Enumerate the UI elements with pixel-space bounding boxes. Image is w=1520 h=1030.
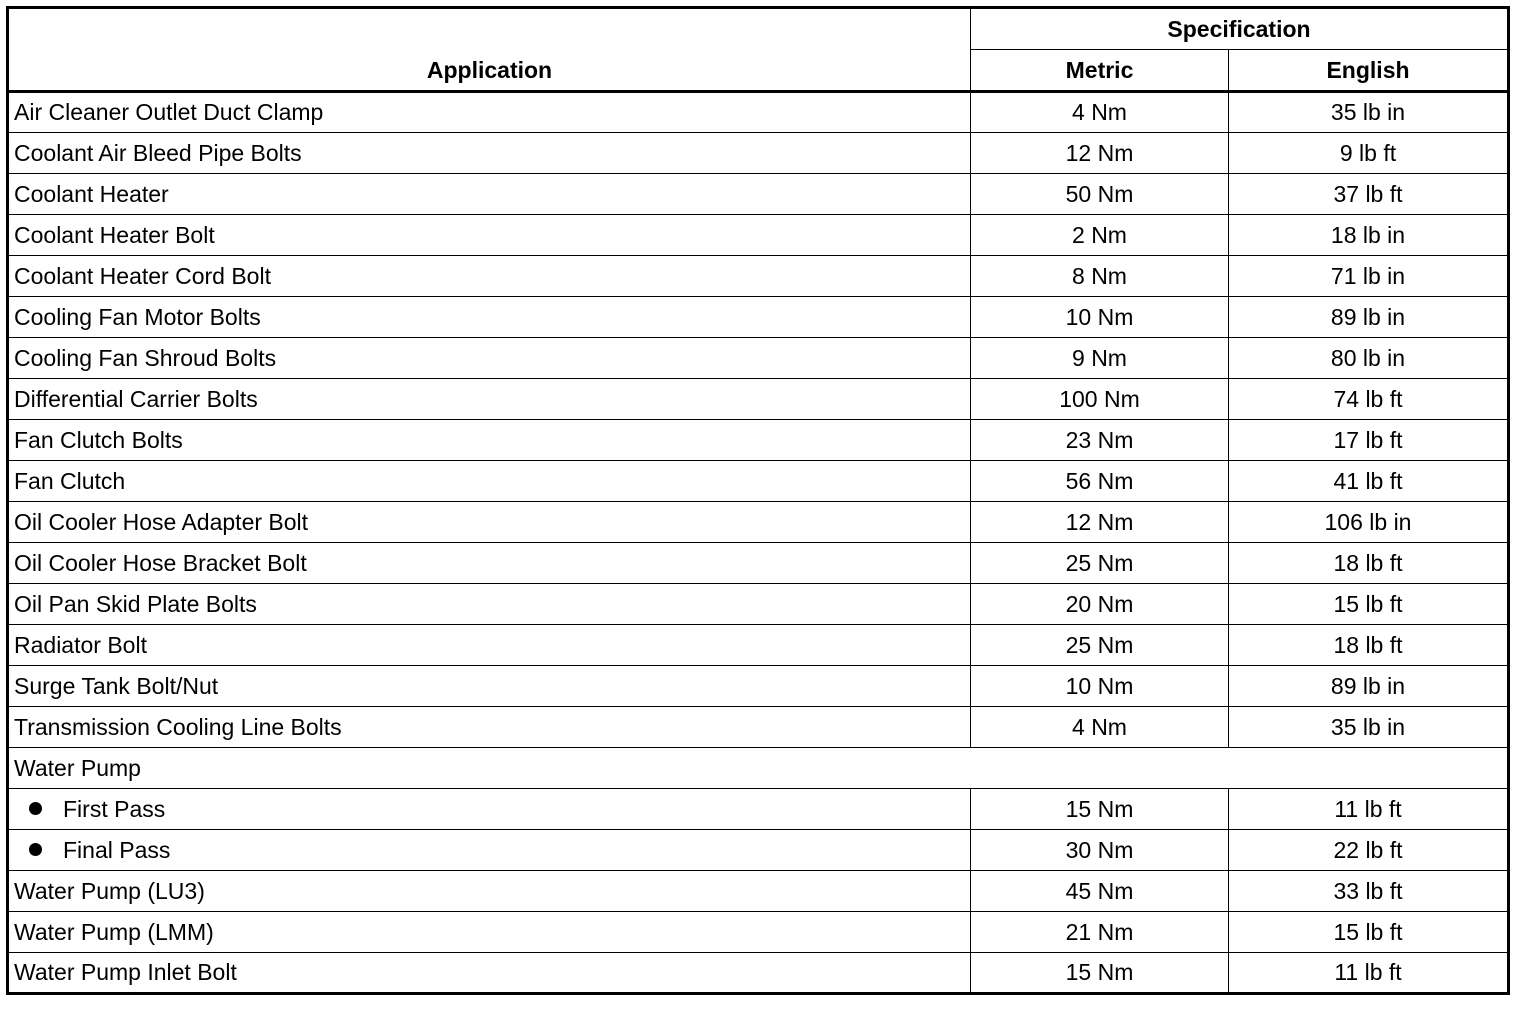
metric-cell: 15 Nm bbox=[971, 789, 1229, 830]
bullet-icon bbox=[29, 802, 42, 815]
table-row bbox=[8, 461, 1509, 502]
final-pass-label: Final Pass bbox=[63, 836, 171, 863]
table-row bbox=[8, 256, 1509, 297]
metric-cell: 100 Nm bbox=[971, 379, 1229, 420]
english-cell: 18 lb ft bbox=[1229, 625, 1509, 666]
specification-header: Specification bbox=[971, 8, 1509, 50]
metric-cell: 10 Nm bbox=[971, 666, 1229, 707]
metric-cell: 23 Nm bbox=[971, 420, 1229, 461]
table-row bbox=[8, 215, 1509, 256]
metric-cell: 15 Nm bbox=[971, 953, 1229, 994]
metric-cell: 56 Nm bbox=[971, 461, 1229, 502]
metric-cell: 50 Nm bbox=[971, 174, 1229, 215]
application-cell: Oil Cooler Hose Bracket Bolt bbox=[8, 543, 971, 584]
application-cell: Coolant Heater bbox=[8, 174, 971, 215]
metric-cell: 30 Nm bbox=[971, 830, 1229, 871]
application-cell: Coolant Heater Cord Bolt bbox=[8, 256, 971, 297]
english-cell: 17 lb ft bbox=[1229, 420, 1509, 461]
table-row bbox=[8, 92, 1509, 133]
english-cell: 89 lb in bbox=[1229, 297, 1509, 338]
english-cell: 41 lb ft bbox=[1229, 461, 1509, 502]
application-cell: Coolant Air Bleed Pipe Bolts bbox=[8, 133, 971, 174]
english-cell: 74 lb ft bbox=[1229, 379, 1509, 420]
application-header: Application bbox=[8, 8, 971, 92]
metric-cell: 45 Nm bbox=[971, 871, 1229, 912]
water-pump-final-pass-row bbox=[8, 830, 1509, 871]
table-row bbox=[8, 420, 1509, 461]
application-cell: Fan Clutch bbox=[8, 461, 971, 502]
table-row bbox=[8, 338, 1509, 379]
metric-cell: 4 Nm bbox=[971, 92, 1229, 133]
metric-cell: 9 Nm bbox=[971, 338, 1229, 379]
application-cell: Transmission Cooling Line Bolts bbox=[8, 707, 971, 748]
application-cell: Air Cleaner Outlet Duct Clamp bbox=[8, 92, 971, 133]
english-cell: 15 lb ft bbox=[1229, 912, 1509, 953]
english-header: English bbox=[1229, 50, 1509, 92]
english-cell: 11 lb ft bbox=[1229, 953, 1509, 994]
application-cell: Fan Clutch Bolts bbox=[8, 420, 971, 461]
metric-cell: 25 Nm bbox=[971, 543, 1229, 584]
application-cell: Oil Cooler Hose Adapter Bolt bbox=[8, 502, 971, 543]
application-cell: Coolant Heater Bolt bbox=[8, 215, 971, 256]
table-row bbox=[8, 297, 1509, 338]
table-row bbox=[8, 871, 1509, 912]
water-pump-group-row bbox=[8, 748, 1509, 789]
english-cell: 9 lb ft bbox=[1229, 133, 1509, 174]
application-cell: Water Pump (LMM) bbox=[8, 912, 971, 953]
water-pump-group-label: Water Pump bbox=[8, 748, 1509, 789]
water-pump-first-pass-row bbox=[8, 789, 1509, 830]
english-cell: 35 lb in bbox=[1229, 92, 1509, 133]
application-cell: Water Pump Inlet Bolt bbox=[8, 953, 971, 994]
table-row bbox=[8, 543, 1509, 584]
table-row bbox=[8, 584, 1509, 625]
application-cell: Cooling Fan Motor Bolts bbox=[8, 297, 971, 338]
metric-cell: 4 Nm bbox=[971, 707, 1229, 748]
application-cell: Differential Carrier Bolts bbox=[8, 379, 971, 420]
english-cell: 18 lb in bbox=[1229, 215, 1509, 256]
application-cell: Surge Tank Bolt/Nut bbox=[8, 666, 971, 707]
application-cell: Water Pump (LU3) bbox=[8, 871, 971, 912]
english-cell: 71 lb in bbox=[1229, 256, 1509, 297]
english-cell: 106 lb in bbox=[1229, 502, 1509, 543]
table-row bbox=[8, 666, 1509, 707]
english-cell: 37 lb ft bbox=[1229, 174, 1509, 215]
application-cell: Radiator Bolt bbox=[8, 625, 971, 666]
table-row bbox=[8, 174, 1509, 215]
english-cell: 80 lb in bbox=[1229, 338, 1509, 379]
application-cell: Cooling Fan Shroud Bolts bbox=[8, 338, 971, 379]
final-pass-cell bbox=[8, 830, 971, 871]
english-cell: 15 lb ft bbox=[1229, 584, 1509, 625]
torque-spec-table bbox=[6, 6, 1510, 995]
metric-cell: 25 Nm bbox=[971, 625, 1229, 666]
english-cell: 18 lb ft bbox=[1229, 543, 1509, 584]
english-cell: 89 lb in bbox=[1229, 666, 1509, 707]
table-row bbox=[8, 707, 1509, 748]
bullet-icon bbox=[29, 843, 42, 856]
table-row bbox=[8, 133, 1509, 174]
english-cell: 33 lb ft bbox=[1229, 871, 1509, 912]
metric-cell: 8 Nm bbox=[971, 256, 1229, 297]
metric-header: Metric bbox=[971, 50, 1229, 92]
metric-cell: 21 Nm bbox=[971, 912, 1229, 953]
first-pass-label: First Pass bbox=[63, 795, 166, 822]
english-cell: 22 lb ft bbox=[1229, 830, 1509, 871]
metric-cell: 12 Nm bbox=[971, 502, 1229, 543]
application-cell: Oil Pan Skid Plate Bolts bbox=[8, 584, 971, 625]
first-pass-cell bbox=[8, 789, 971, 830]
metric-cell: 20 Nm bbox=[971, 584, 1229, 625]
english-cell: 35 lb in bbox=[1229, 707, 1509, 748]
english-cell: 11 lb ft bbox=[1229, 789, 1509, 830]
metric-cell: 2 Nm bbox=[971, 215, 1229, 256]
metric-cell: 10 Nm bbox=[971, 297, 1229, 338]
table-row bbox=[8, 953, 1509, 994]
table-row bbox=[8, 912, 1509, 953]
table-row bbox=[8, 502, 1509, 543]
metric-cell: 12 Nm bbox=[971, 133, 1229, 174]
table-row bbox=[8, 379, 1509, 420]
table-row bbox=[8, 625, 1509, 666]
